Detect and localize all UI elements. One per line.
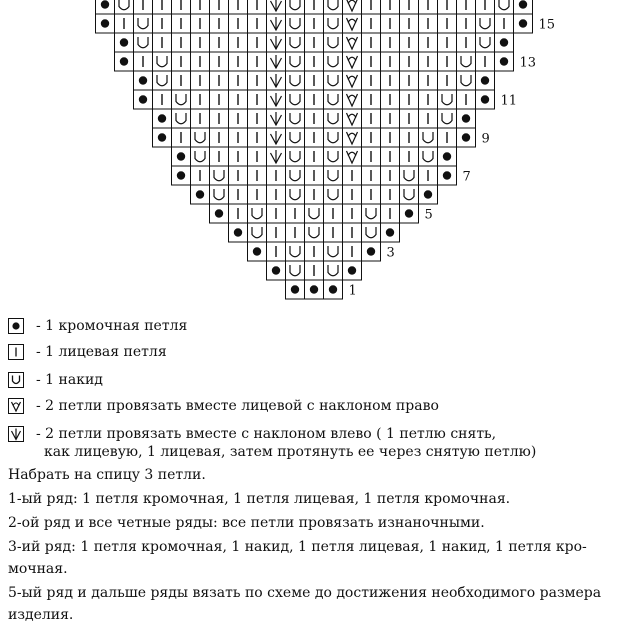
row-number-label: 5 [424,207,433,223]
k2tog-right-cell [343,147,362,166]
dot-icon [8,318,24,334]
knit-cell [305,0,324,14]
edge-stitch-cell [457,128,476,147]
edge-stitch-cell [191,185,210,204]
row-number-label: 3 [386,245,395,261]
instruction-row-3: 3-ий ряд: 1 петля кромочная, 1 накид, 1 петля лицевая, 1 накид, 1 петля кро- [8,539,587,555]
yarn-over-cell [248,223,267,242]
knit-cell [172,71,191,90]
edge-stitch-cell [495,33,514,52]
knit-cell [476,52,495,71]
yarn-over-cell [305,223,324,242]
edge-stitch-cell [495,52,514,71]
knit-cell [381,0,400,14]
yarn-over-cell [324,71,343,90]
knit-cell [305,185,324,204]
instruction-row-5: 5-ый ряд и дальше ряды вязать по схеме до достижения необходимого размера [8,585,602,601]
knit-cell [419,33,438,52]
knit-cell [381,14,400,33]
yarn-over-cell [495,0,514,14]
knit-cell [400,147,419,166]
yarn-over-cell [324,147,343,166]
yarn-over-cell [362,204,381,223]
knit-cell [400,52,419,71]
legend-k2tog-left-text: - 2 петли провязать вместе с наклоном влево ( 1 петлю снять, [36,426,497,442]
k2tog-left-cell [267,147,286,166]
knit-cell [362,52,381,71]
knit-cell [286,204,305,223]
edge-stitch-cell [305,280,324,299]
knit-cell [229,204,248,223]
k2tog-right-cell [343,128,362,147]
knit-cell [153,0,172,14]
k2tog-left-cell [267,90,286,109]
knit-cell [153,14,172,33]
knit-cell [229,14,248,33]
knit-cell [381,166,400,185]
knit-cell [400,128,419,147]
edge-stitch-cell [324,280,343,299]
knit-cell [248,52,267,71]
yarn-over-cell [286,261,305,280]
knit-cell [343,204,362,223]
edge-stitch-cell [267,261,286,280]
knit-cell [381,71,400,90]
yarn-over-cell [191,147,210,166]
knit-cell [362,90,381,109]
edge-stitch-cell [476,71,495,90]
knit-cell [419,166,438,185]
knit-cell [229,52,248,71]
legend-k2tog-right-text: - 2 петли провязать вместе лицевой с наклоном право [36,398,439,414]
k2tog-right-cell [343,109,362,128]
edge-stitch-cell [438,147,457,166]
row-number-label: 7 [462,169,471,185]
yarn-over-cell [286,14,305,33]
knit-cell [191,14,210,33]
yarn-over-cell [286,147,305,166]
knit-cell [343,223,362,242]
yarn-over-cell [191,128,210,147]
knit-cell [381,204,400,223]
edge-stitch-cell [96,14,115,33]
knit-cell [438,52,457,71]
knit-cell [229,71,248,90]
yarn-over-cell [324,242,343,261]
knit-cell [210,33,229,52]
knit-cell [457,14,476,33]
k2tog-left-cell [267,71,286,90]
legend-knit [8,342,167,362]
knit-cell [115,14,134,33]
knit-cell [191,90,210,109]
edge-stitch-cell [153,128,172,147]
yarn-over-cell [286,52,305,71]
knit-cell [381,109,400,128]
yarn-over-cell [419,147,438,166]
knit-cell [248,185,267,204]
knit-cell [229,90,248,109]
knit-cell [400,71,419,90]
knit-cell [438,14,457,33]
edge-stitch-cell [115,52,134,71]
yarn-over-cell [286,90,305,109]
knit-cell [381,185,400,204]
edge-stitch-cell [419,185,438,204]
edge-stitch-cell [172,166,191,185]
knit-cell [210,90,229,109]
legend-yarn-over-text: - 1 накид [36,372,103,388]
row-number-label: 1 [348,283,357,299]
row-number-label: 11 [500,93,518,109]
yarn-over-cell [134,14,153,33]
k2tog-left-cell [267,128,286,147]
knit-cell [457,90,476,109]
knit-cell [343,166,362,185]
yarn-over-cell [286,128,305,147]
k2tog-right-icon [8,398,24,414]
edge-stitch-cell [381,223,400,242]
yarn-over-cell [438,90,457,109]
yarn-over-cell [115,0,134,14]
knit-cell [381,90,400,109]
knit-cell [134,0,153,14]
knit-cell [305,128,324,147]
legend-k2tog-left-continuation: как лицевую, 1 лицевая, затем протянуть ее через снятую петлю) [44,444,537,460]
knit-cell [248,71,267,90]
knit-cell [324,204,343,223]
edge-stitch-cell [115,33,134,52]
knit-cell [381,33,400,52]
knitting-chart [0,0,640,300]
legend-edge-stitch [8,316,187,336]
yarn-over-cell [324,166,343,185]
knit-cell [305,166,324,185]
knit-cell [324,223,343,242]
yarn-over-cell [286,109,305,128]
knit-cell [191,166,210,185]
knit-cell [210,128,229,147]
knit-cell [248,0,267,14]
k2tog-left-cell [267,0,286,14]
edge-stitch-cell [514,0,533,14]
yarn-over-cell [324,261,343,280]
knit-cell [305,261,324,280]
knit-cell [381,147,400,166]
edge-stitch-cell [457,109,476,128]
knit-cell [362,185,381,204]
knit-cell [438,128,457,147]
knit-cell [419,0,438,14]
yarn-over-cell [324,185,343,204]
knit-cell [362,109,381,128]
knit-cell [286,223,305,242]
yarn-over-cell [305,204,324,223]
edge-stitch-cell [172,147,191,166]
edge-stitch-cell [476,90,495,109]
yarn-over-cell [210,166,229,185]
yarn-over-cell [400,166,419,185]
knit-cell [476,0,495,14]
instruction-row-5-continued: изделия. [8,607,74,623]
knit-cell [229,109,248,128]
yarn-over-cell [476,14,495,33]
edge-stitch-cell [248,242,267,261]
knit-cell [381,52,400,71]
yarn-over-cell [286,71,305,90]
knit-cell [153,33,172,52]
knit-cell [229,185,248,204]
k2tog-left-cell [267,52,286,71]
knit-cell [248,109,267,128]
legend-k2tog-left [8,424,496,444]
k2tog-right-cell [343,14,362,33]
knit-cell [210,14,229,33]
knit-cell [419,109,438,128]
knit-cell [362,33,381,52]
yarn-over-icon [8,372,24,388]
knit-cell [229,33,248,52]
yarn-over-cell [324,52,343,71]
edge-stitch-cell [514,14,533,33]
row-number-label: 9 [481,131,490,147]
knit-cell [381,128,400,147]
knit-cell [248,90,267,109]
legend-edge-stitch-text: - 1 кромочная петля [36,318,188,334]
knit-cell [229,166,248,185]
yarn-over-cell [324,90,343,109]
row-number-label: 13 [519,55,537,71]
legend-yarn-over [8,370,103,390]
edge-stitch-cell [343,261,362,280]
knit-cell [229,0,248,14]
legend-k2tog-right [8,396,439,416]
yarn-over-cell [210,185,229,204]
knit-cell [248,33,267,52]
yarn-over-cell [153,71,172,90]
knit-cell [172,52,191,71]
knit-cell [153,90,172,109]
instruction-cast-on: Набрать на спицу 3 петли. [8,467,206,483]
yarn-over-cell [286,0,305,14]
yarn-over-cell [457,71,476,90]
yarn-over-cell [324,33,343,52]
knit-cell [362,14,381,33]
knit-cell [210,52,229,71]
edge-stitch-cell [362,242,381,261]
knit-cell [343,185,362,204]
knit-cell [210,147,229,166]
yarn-over-cell [438,109,457,128]
knit-cell [400,33,419,52]
yarn-over-cell [286,185,305,204]
edge-stitch-cell [134,90,153,109]
k2tog-left-cell [267,109,286,128]
knit-cell [438,33,457,52]
knit-cell [419,90,438,109]
knit-cell [400,109,419,128]
k2tog-right-cell [343,33,362,52]
knit-cell [210,109,229,128]
k2tog-right-cell [343,52,362,71]
edge-stitch-cell [400,204,419,223]
knit-cell [438,71,457,90]
knit-cell [248,14,267,33]
yarn-over-cell [362,223,381,242]
yarn-over-cell [419,128,438,147]
knit-cell [229,147,248,166]
k2tog-left-icon [8,426,24,442]
knit-cell [267,185,286,204]
knit-cell [248,128,267,147]
knit-cell [419,52,438,71]
edge-stitch-cell [153,109,172,128]
knit-cell [400,0,419,14]
k2tog-right-cell [343,71,362,90]
knit-cell [419,71,438,90]
yarn-over-cell [324,109,343,128]
knit-cell [362,166,381,185]
knit-cell [248,147,267,166]
yarn-over-cell [476,33,495,52]
k2tog-right-cell [343,90,362,109]
chart-grid [0,0,640,300]
yarn-over-cell [286,242,305,261]
knit-cell [210,71,229,90]
yarn-over-cell [457,52,476,71]
knit-cell [438,0,457,14]
yarn-over-cell [286,166,305,185]
yarn-over-cell [324,0,343,14]
knit-cell [305,242,324,261]
knit-cell [362,128,381,147]
knit-cell [248,166,267,185]
knit-cell [495,14,514,33]
row-number-label: 15 [538,17,556,33]
yarn-over-cell [324,14,343,33]
knit-cell [362,71,381,90]
knit-cell [172,0,191,14]
knit-cell [305,33,324,52]
instruction-row-3-continued: мочная. [8,561,68,577]
knit-cell [172,128,191,147]
edge-stitch-cell [96,0,115,14]
yarn-over-cell [248,204,267,223]
edge-stitch-cell [286,280,305,299]
knit-cell [134,52,153,71]
knit-cell [267,204,286,223]
knit-cell [191,33,210,52]
knit-cell [172,14,191,33]
knit-cell [267,166,286,185]
knit-cell [343,242,362,261]
yarn-over-cell [134,33,153,52]
knit-cell [305,90,324,109]
knit-cell [305,109,324,128]
knit-cell [210,0,229,14]
yarn-over-cell [172,109,191,128]
k2tog-left-cell [267,33,286,52]
knit-cell [191,0,210,14]
yarn-over-cell [400,185,419,204]
knit-cell [267,242,286,261]
knit-cell [305,52,324,71]
edge-stitch-cell [134,71,153,90]
knit-cell [229,128,248,147]
knit-cell [362,0,381,14]
knit-cell [305,147,324,166]
instruction-row-1: 1-ый ряд: 1 петля кромочная, 1 петля лицевая, 1 петля кромочная. [8,491,511,507]
k2tog-left-cell [267,14,286,33]
instruction-row-2: 2-ой ряд и все четные ряды: все петли провязать изнаночными. [8,515,485,531]
knit-cell [457,0,476,14]
knit-cell [305,71,324,90]
knit-cell [419,14,438,33]
knit-cell [191,52,210,71]
knit-cell [362,147,381,166]
knit-cell [400,90,419,109]
knit-cell [172,33,191,52]
k2tog-right-cell [343,0,362,14]
edge-stitch-cell [210,204,229,223]
knit-cell [267,223,286,242]
knit-cell [191,109,210,128]
legend-knit-text: - 1 лицевая петля [36,344,167,360]
yarn-over-cell [172,90,191,109]
edge-stitch-cell [229,223,248,242]
knit-cell [457,33,476,52]
knit-cell [191,71,210,90]
yarn-over-cell [286,33,305,52]
knit-icon [8,344,24,360]
yarn-over-cell [324,128,343,147]
knit-cell [400,14,419,33]
yarn-over-cell [153,52,172,71]
edge-stitch-cell [438,166,457,185]
knit-cell [305,14,324,33]
